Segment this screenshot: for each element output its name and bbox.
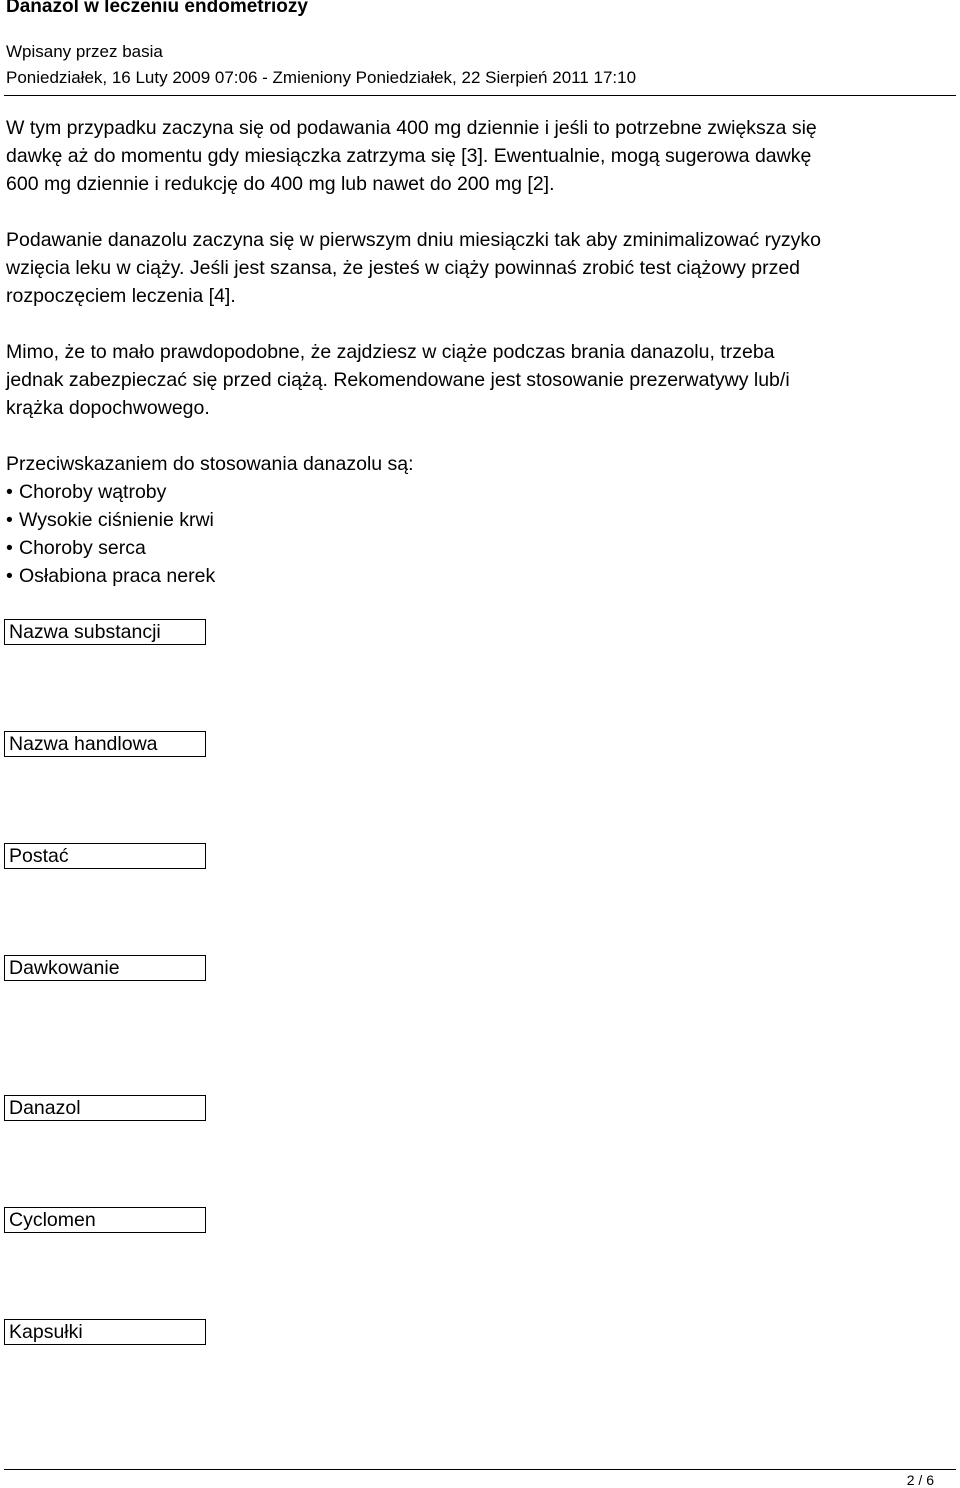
list-item: [6, 478, 956, 506]
bullet-icon: •: [6, 537, 13, 559]
author-line: Wpisany przez basia: [6, 42, 163, 61]
text-line: Podawanie danazolu zaczyna się w pierwszym dniu miesiączki tak aby zminimalizować ryzyko: [6, 229, 821, 251]
table-cell-substance-value: Danazol: [4, 1095, 206, 1121]
dates-line: Poniedziałek, 16 Luty 2009 07:06 - Zmieniony Poniedziałek, 22 Sierpień 2011 17:10: [6, 68, 637, 87]
text-line: 600 mg dziennie i redukcję do 400 mg lub nawet do 200 mg [2].: [6, 173, 555, 195]
list-item-text: Wysokie ciśnienie krwi: [19, 509, 214, 531]
list-item-text: Osłabiona praca nerek: [19, 565, 216, 587]
table-cell-dosage-header: Dawkowanie: [4, 955, 206, 981]
list-item-text: Choroby wątroby: [19, 481, 167, 503]
table-cell-trade-name-header: Nazwa handlowa: [4, 731, 206, 757]
contraindications-heading: Przeciwskazaniem do stosowania danazolu są:: [6, 453, 414, 475]
text-line: W tym przypadku zaczyna się od podawania 400 mg dziennie i jeśli to potrzebne zwiększa się: [6, 117, 817, 139]
paragraph-contraception: [6, 338, 956, 422]
text-line: Mimo, że to mało prawdopodobne, że zajdziesz w ciąże podczas brania danazolu, trzeba: [6, 341, 775, 363]
footer-divider: [4, 1469, 956, 1470]
page-number: 2 / 6: [906, 1472, 934, 1488]
paragraph-dosage: [6, 114, 956, 198]
table-cell-form-header: Postać: [4, 843, 206, 869]
document-title: Danazol w leczeniu endometriozy: [6, 0, 308, 17]
bullet-icon: •: [6, 565, 13, 587]
table-cell-trade-name-value: Cyclomen: [4, 1207, 206, 1233]
table-cell-substance-header: Nazwa substancji: [4, 619, 206, 645]
bullet-icon: •: [6, 509, 13, 531]
text-line: rozpoczęciem leczenia [4].: [6, 285, 236, 307]
contraindications-section: [6, 450, 956, 590]
list-item: [6, 534, 956, 562]
bullet-icon: •: [6, 481, 13, 503]
paragraph-start-treatment: [6, 226, 956, 310]
table-cell-form-value: Kapsułki: [4, 1319, 206, 1345]
text-line: dawkę aż do momentu gdy miesiączka zatrzyma się [3]. Ewentualnie, mogą sugerowa dawkę: [6, 145, 812, 167]
text-line: krążka dopochwowego.: [6, 397, 210, 419]
text-line: wzięcia leku w ciąży. Jeśli jest szansa, że jesteś w ciąży powinnaś zrobić test ciążowy przed: [6, 257, 801, 279]
text-line: jednak zabezpieczać się przed ciążą. Rekomendowane jest stosowanie prezerwatywy lub/i: [6, 369, 790, 391]
list-item-text: Choroby serca: [19, 537, 146, 559]
contraindications-list: [6, 478, 956, 590]
header-divider: [4, 95, 956, 96]
list-item: [6, 506, 956, 534]
list-item: [6, 562, 956, 590]
